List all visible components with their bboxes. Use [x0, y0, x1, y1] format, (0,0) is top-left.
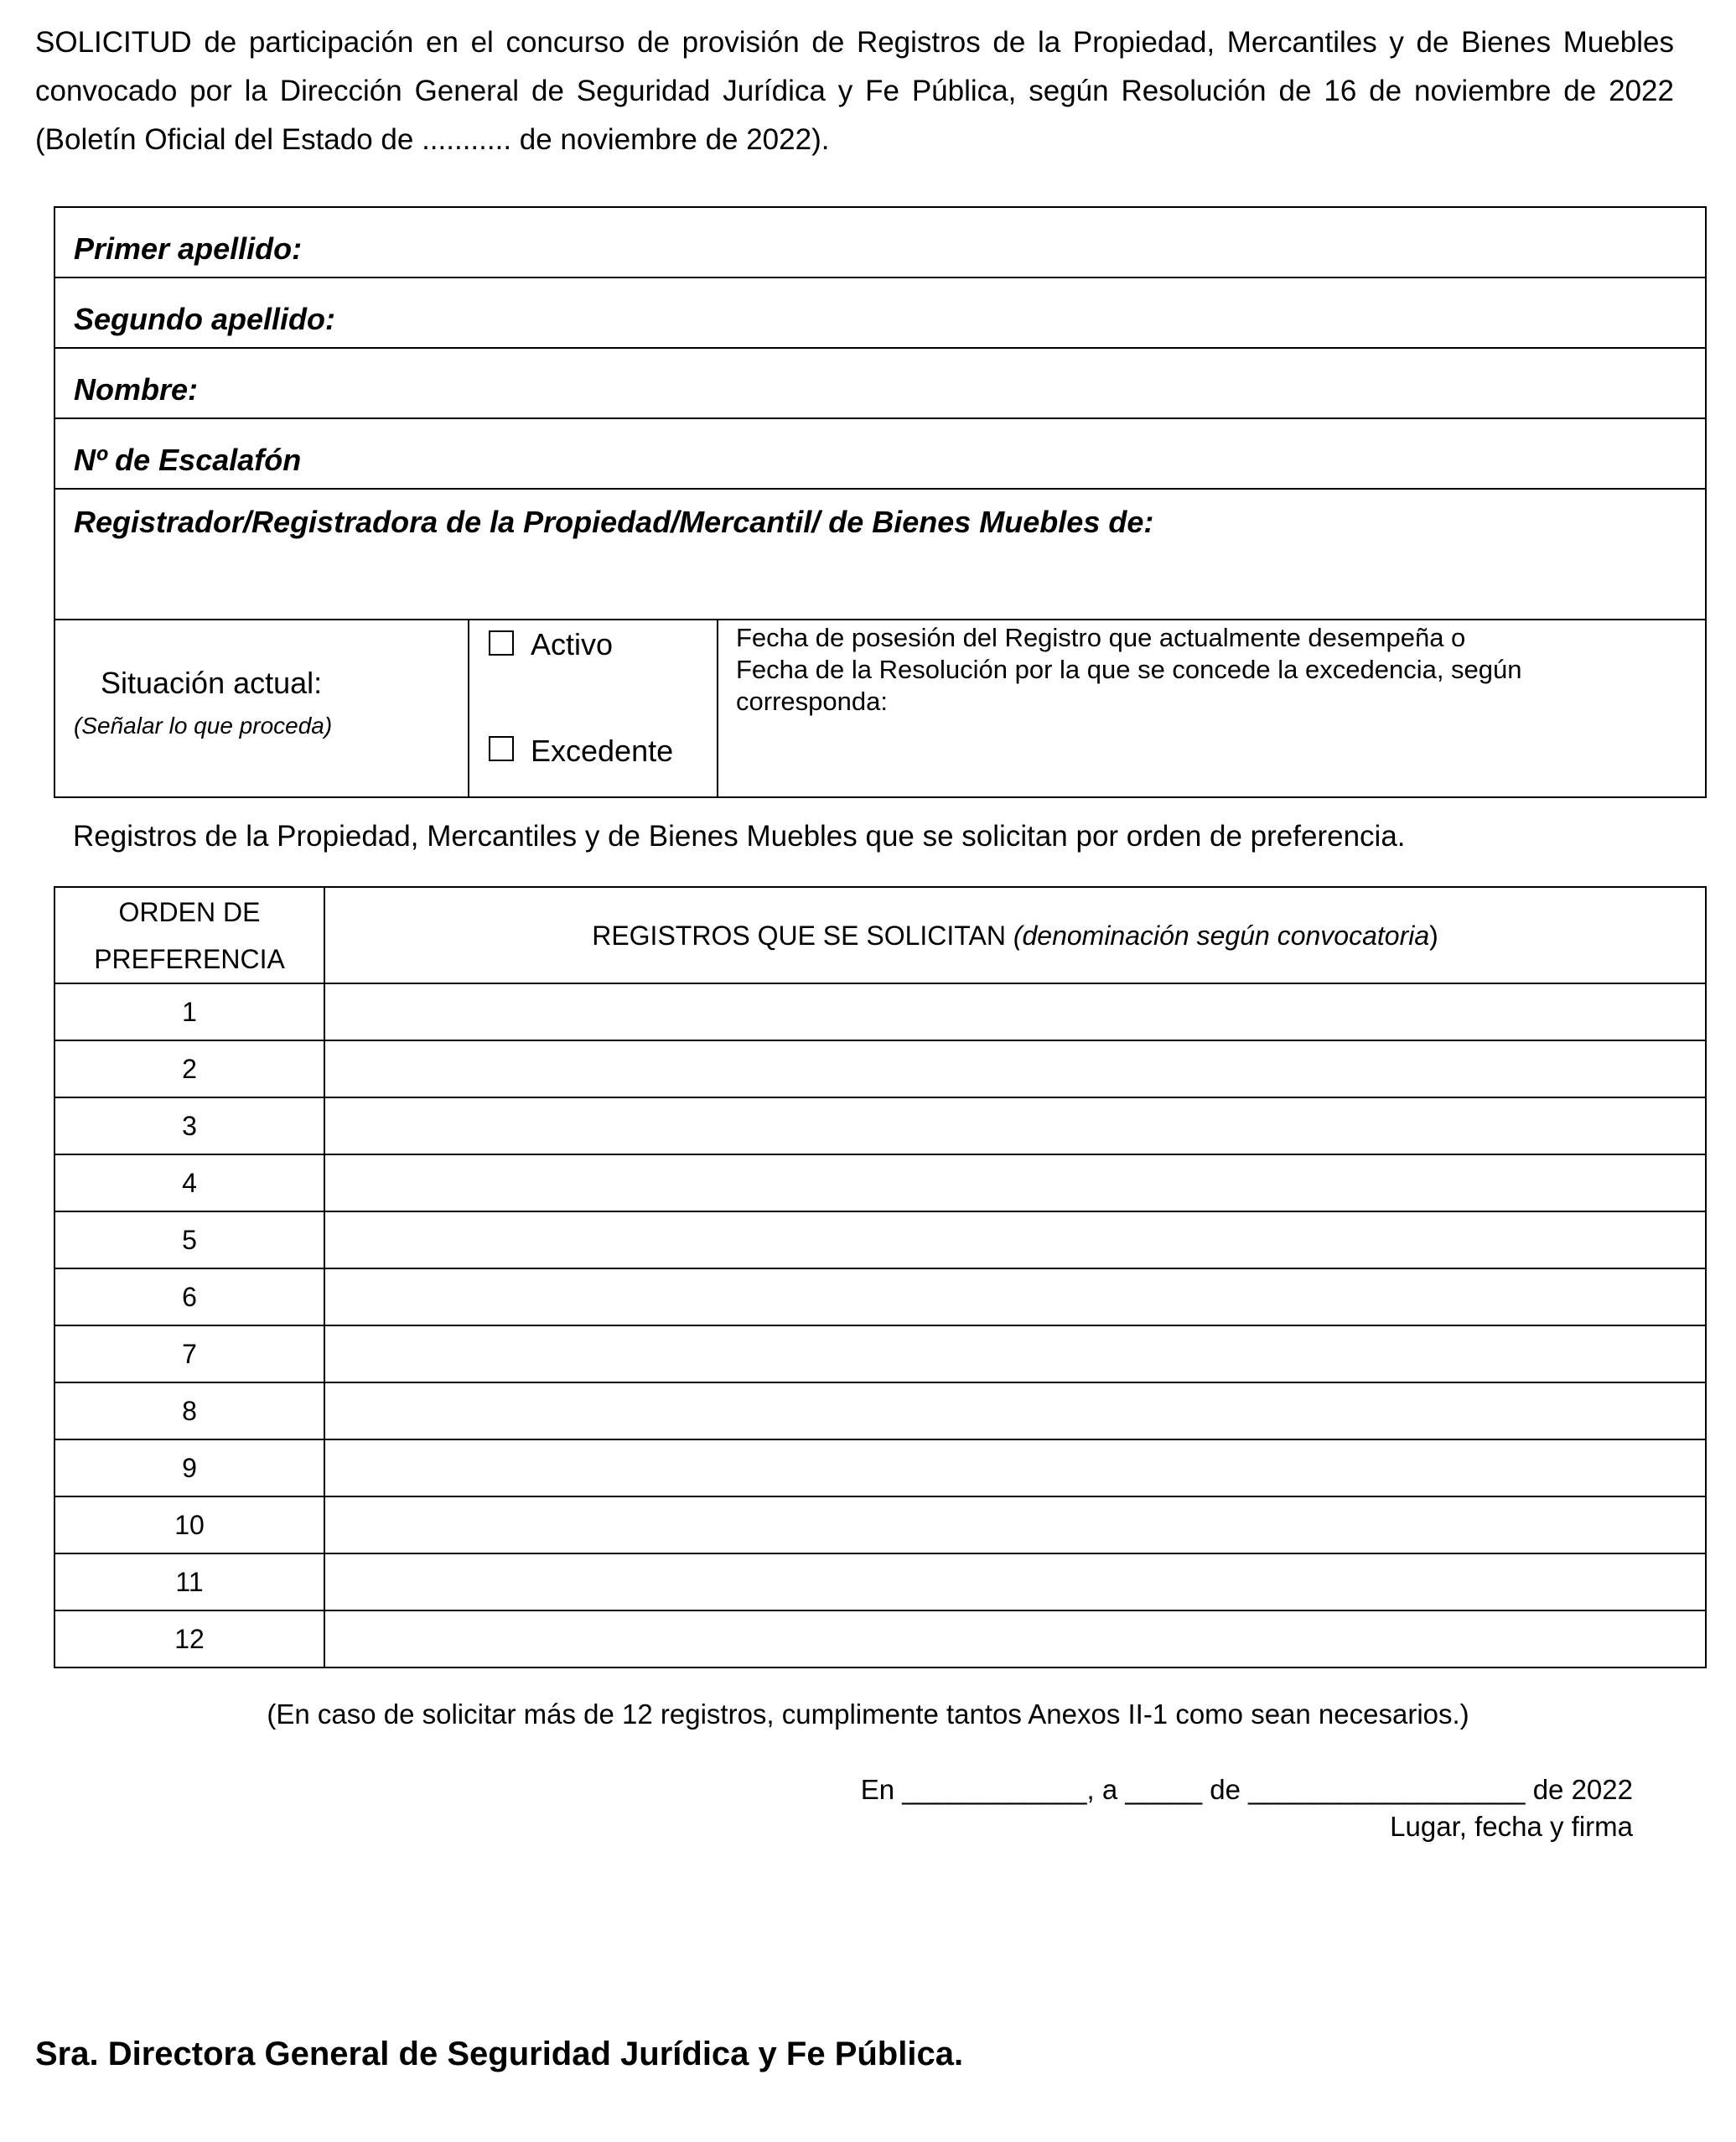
registro-cell[interactable] — [324, 1439, 1706, 1496]
divider — [55, 619, 1705, 620]
divider — [55, 277, 1705, 278]
column-divider — [717, 619, 718, 798]
addressee: Sra. Directora General de Seguridad Jurídica y Fe Pública. — [35, 2036, 964, 2072]
orden-header-line2: PREFERENCIA — [94, 943, 285, 974]
row-number: 3 — [54, 1097, 324, 1154]
personal-data-box — [54, 206, 1707, 798]
registro-cell[interactable] — [324, 1553, 1706, 1610]
row-number: 2 — [54, 1040, 324, 1097]
activo-option-label: Activo — [531, 627, 614, 661]
table-header-row — [54, 887, 1706, 983]
row-number: 6 — [54, 1268, 324, 1325]
table-row — [54, 1382, 1706, 1439]
fecha-label-line3: corresponda: — [736, 687, 888, 716]
excedente-checkbox[interactable] — [489, 736, 514, 761]
registro-cell[interactable] — [324, 1325, 1706, 1382]
registro-cell[interactable] — [324, 1496, 1706, 1553]
registros-header-main: REGISTROS QUE SE SOLICITAN — [592, 920, 1013, 951]
fecha-label-line2: Fecha de la Resolución por la que se concede la excedencia, según — [736, 655, 1522, 684]
divider — [55, 347, 1705, 349]
fecha-label-line1: Fecha de posesión del Registro que actualmente desempeña o — [736, 623, 1466, 652]
column-divider — [468, 619, 469, 798]
row-number: 7 — [54, 1325, 324, 1382]
registro-cell[interactable] — [324, 1154, 1706, 1211]
nombre-label: Nombre: — [74, 372, 199, 407]
table-row — [54, 1040, 1706, 1097]
table-row — [54, 1325, 1706, 1382]
preferences-table — [54, 886, 1707, 1668]
row-number: 1 — [54, 983, 324, 1040]
table-row — [54, 1496, 1706, 1553]
registros-header-italic: (denominación según convocatoria — [1013, 920, 1430, 951]
table-row — [54, 1097, 1706, 1154]
primer-apellido-label: Primer apellido: — [74, 231, 303, 266]
row-number: 8 — [54, 1382, 324, 1439]
table-row — [54, 1439, 1706, 1496]
activo-checkbox[interactable] — [489, 630, 514, 656]
registro-cell[interactable] — [324, 1382, 1706, 1439]
table-row — [54, 1154, 1706, 1211]
registro-cell[interactable] — [324, 1211, 1706, 1268]
row-number: 4 — [54, 1154, 324, 1211]
registro-cell[interactable] — [324, 1268, 1706, 1325]
registro-cell[interactable] — [324, 1040, 1706, 1097]
additional-forms-note: (En caso de solicitar más de 12 registros, cumplimente tantos Anexos II-1 como sean necesarios.) — [267, 1699, 1469, 1730]
excedente-option-label: Excedente — [531, 734, 674, 768]
row-number: 10 — [54, 1496, 324, 1553]
table-row — [54, 983, 1706, 1040]
orden-header — [54, 887, 324, 983]
table-row — [54, 1553, 1706, 1610]
registros-heading: Registros de la Propiedad, Mercantiles y de Bienes Muebles que se solicitan por orden de preferencia. — [73, 820, 1406, 853]
orden-header-line1: ORDEN DE — [118, 896, 261, 927]
row-number: 11 — [54, 1553, 324, 1610]
divider — [55, 418, 1705, 419]
registrador-label: Registrador/Registradora de la Propiedad/Mercantil/ de Bienes Muebles de: — [74, 505, 1154, 539]
escalafon-label: Nº de Escalafón — [74, 443, 302, 477]
situacion-hint: (Señalar lo que proceda) — [74, 713, 333, 739]
table-row — [54, 1268, 1706, 1325]
registros-header-close: ) — [1429, 920, 1438, 951]
intro-paragraph: SOLICITUD de participación en el concurso de provisión de Registros de la Propiedad, Mercantiles y de Bienes Muebles convocado por la Dirección General de Seguridad Jurídica y Fe Pública, según Resolución de 16 de noviembre de 2022 (Boletín Oficial del Estado de ........... de noviembre de 2022). — [35, 26, 1674, 156]
situacion-label: Situación actual: — [101, 666, 323, 700]
row-number: 9 — [54, 1439, 324, 1496]
registro-cell[interactable] — [324, 983, 1706, 1040]
row-number: 5 — [54, 1211, 324, 1268]
segundo-apellido-label: Segundo apellido: — [74, 302, 335, 336]
table-row — [54, 1211, 1706, 1268]
signature-caption: Lugar, fecha y firma — [1390, 1811, 1633, 1842]
table-row — [54, 1610, 1706, 1667]
divider — [55, 488, 1705, 490]
registro-cell[interactable] — [324, 1097, 1706, 1154]
signature-line: En ____________, a _____ de __________________ de 2022 — [860, 1774, 1633, 1805]
registro-cell[interactable] — [324, 1610, 1706, 1667]
row-number: 12 — [54, 1610, 324, 1667]
registros-header — [324, 887, 1706, 983]
